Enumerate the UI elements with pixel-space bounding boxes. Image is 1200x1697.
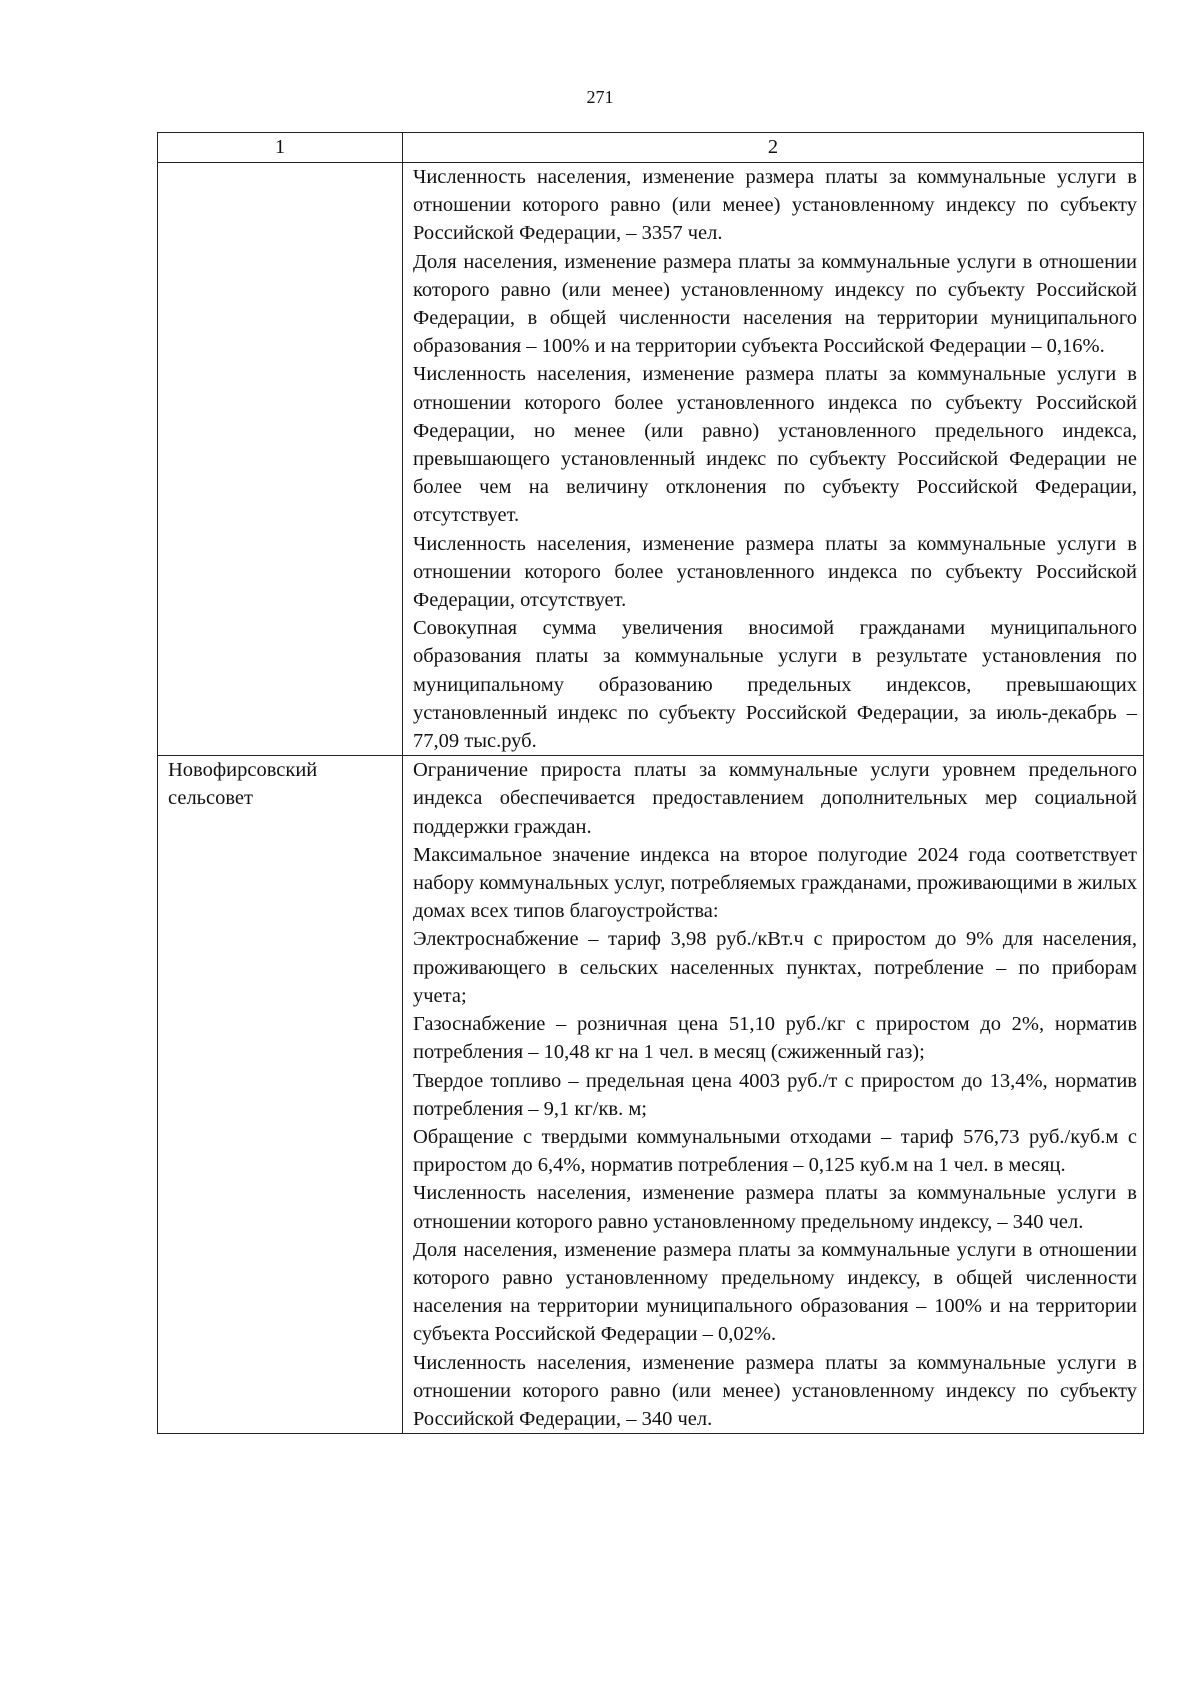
column-header-2: 2: [403, 133, 1144, 163]
municipality-details: [403, 756, 1144, 1434]
paragraph: Численность населения, изменение размера платы за коммунальные услуги в отношении которого равно установленному предельному индексу, – 340 чел.: [413, 1182, 1137, 1233]
paragraph: Численность населения, изменение размера платы за коммунальные услуги в отношении которого равно (или менее) установленному индексу по субъекту Российской Федерации, – 3357 чел.: [413, 166, 1137, 245]
paragraph: Газоснабжение – розничная цена 51,10 руб./кг с приростом до 2%, норматив потребления – 10,48 кг на 1 чел. в месяц (сжиженный газ);: [413, 1013, 1137, 1064]
column-header-1: 1: [158, 133, 403, 163]
municipality-details: [403, 163, 1144, 756]
table-row: [158, 756, 1144, 1434]
paragraph: Численность населения, изменение размера платы за коммунальные услуги в отношении которого более установленного индекса по субъекту Российской Федерации, но менее (или равно) установленного предельного индекса, превышающего установленный индекс по субъекту Российской Федерации не более чем на величину отклонения по субъекту Российской Федерации, отсутствует.: [413, 363, 1137, 527]
table-header-row: [158, 133, 1144, 163]
paragraph: Максимальное значение индекса на второе полугодие 2024 года соответствует набору коммунальных услуг, потребляемых гражданами, проживающими в жилых домах всех типов благоустройства:: [413, 843, 1137, 923]
paragraph: Электроснабжение – тариф 3,98 руб./кВт.ч с приростом до 9% для населения, проживающего в сельских населенных пунктах, потребление – по приборам учета;: [413, 928, 1137, 1007]
paragraph: Совокупная сумма увеличения вносимой гражданами муниципального образования платы за коммунальные услуги в результате установления по муниципальному образованию предельных индексов, превышающих установленный индекс по субъекту Российской Федерации, за июль-декабрь – 77,09 тыс.руб.: [413, 617, 1137, 753]
municipality-name: Новофирсовский сельсовет: [158, 756, 403, 1434]
paragraph: Численность населения, изменение размера платы за коммунальные услуги в отношении которого равно (или менее) установленному индексу по субъекту Российской Федерации, – 340 чел.: [413, 1351, 1137, 1430]
paragraph: Обращение с твердыми коммунальными отходами – тариф 576,73 руб./куб.м с приростом до 6,4%, норматив потребления – 0,125 куб.м на 1 чел. в месяц.: [413, 1125, 1137, 1177]
page-number: 271: [586, 87, 614, 107]
paragraph: Доля населения, изменение размера платы за коммунальные услуги в отношении которого равно (или менее) установленному индексу по субъекту Российской Федерации, в общей численности населения на территории муниципального образования – 100% и на территории субъекта Российской Федерации – 0,16%.: [413, 250, 1137, 358]
table-row: [158, 163, 1144, 756]
paragraph: Твердое топливо – предельная цена 4003 руб./т с приростом до 13,4%, норматив потребления – 9,1 кг/кв. м;: [413, 1069, 1137, 1120]
paragraph: Доля населения, изменение размера платы за коммунальные услуги в отношении которого равно установленному предельному индексу, в общей численности населения на территории муниципального образования – 100% и на территории субъекта Российской Федерации – 0,02%.: [413, 1238, 1137, 1346]
paragraph: Численность населения, изменение размера платы за коммунальные услуги в отношении которого более установленного индекса по субъекту Российской Федерации, отсутствует.: [413, 532, 1137, 612]
paragraph: Ограничение прироста платы за коммунальные услуги уровнем предельного индекса обеспечивается предоставлением дополнительных мер социальной поддержки граждан.: [413, 759, 1137, 838]
municipality-name: [158, 163, 403, 756]
document-table: [157, 132, 1144, 1434]
